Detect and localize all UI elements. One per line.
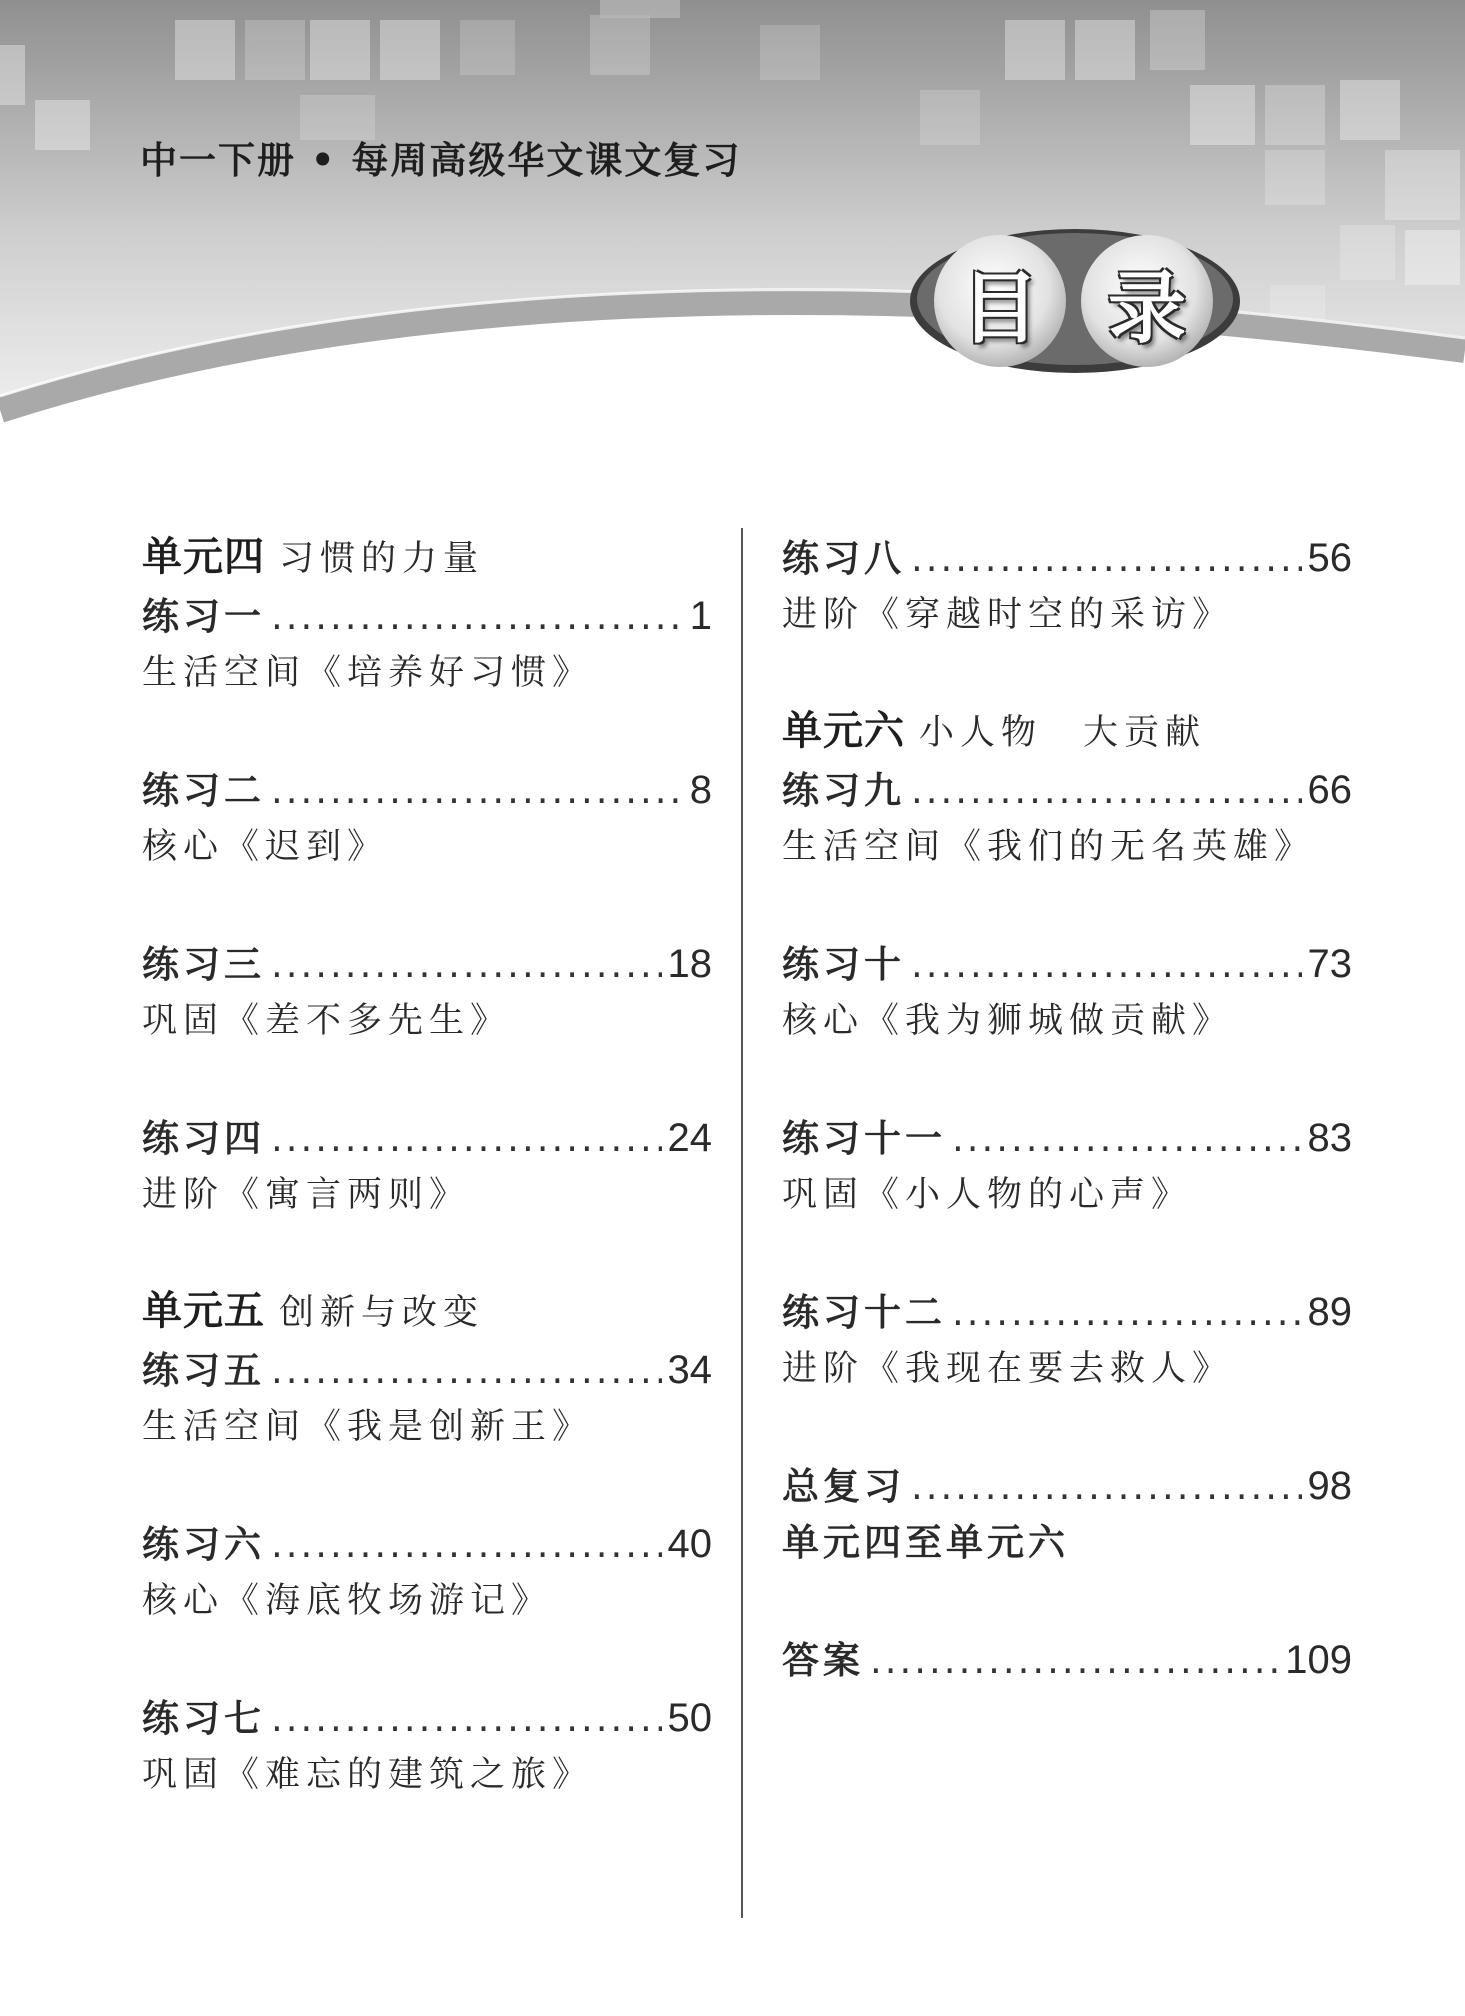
column-divider [741, 528, 743, 1918]
badge-char-lu: 录 [1107, 264, 1186, 354]
entry-label: 练习七 [142, 1697, 265, 1740]
entry-label: 练习十二 [782, 1291, 946, 1334]
page-number: 18 [667, 942, 712, 986]
entry-lesson: 核心《我为狮城做贡献》 [782, 1001, 1234, 1041]
entry-label: 练习六 [142, 1523, 265, 1566]
entry-lesson: 进阶《我现在要去救人》 [782, 1349, 1234, 1389]
leader-dots [952, 1117, 1302, 1160]
unit-heading-6 [782, 702, 1352, 760]
leader-dots [911, 1465, 1302, 1508]
badge-char-mu: 目 [960, 264, 1039, 354]
toc-entry-ex5[interactable] [142, 1340, 712, 1456]
page-number: 109 [1285, 1638, 1352, 1682]
leader-dots [271, 769, 684, 812]
leader-dots [870, 1639, 1279, 1682]
page-number: 73 [1307, 942, 1352, 986]
leader-dots [271, 943, 662, 986]
entry-lesson: 生活空间《我们的无名英雄》 [782, 827, 1316, 867]
entry-lesson: 巩固《难忘的建筑之旅》 [142, 1755, 594, 1795]
unit-heading-5 [142, 1282, 712, 1340]
entry-label: 练习九 [782, 769, 905, 812]
page-number: 83 [1307, 1116, 1352, 1160]
entry-scope: 单元四至单元六 [782, 1521, 1069, 1564]
toc-entry-ex9[interactable] [782, 760, 1352, 876]
toc-entry-ex1[interactable] [142, 586, 712, 702]
entry-label: 练习十一 [782, 1117, 946, 1160]
toc-entry-ex7[interactable] [142, 1688, 712, 1804]
unit-title: 小人物 大贡献 [919, 713, 1207, 753]
toc-title-badges [905, 225, 1245, 375]
entry-lesson: 生活空间《培养好习惯》 [142, 653, 594, 693]
header-background [0, 0, 1465, 430]
page-number: 1 [689, 594, 712, 638]
entry-label: 练习一 [142, 595, 265, 638]
page-number: 98 [1307, 1464, 1352, 1508]
entry-lesson: 巩固《小人物的心声》 [782, 1175, 1193, 1215]
toc-left-column [142, 528, 712, 1804]
unit-heading-4 [142, 528, 712, 586]
entry-label: 练习四 [142, 1117, 265, 1160]
toc-entry-review[interactable] [782, 1456, 1352, 1572]
unit-name: 单元四 [142, 533, 265, 580]
toc-entry-ex12[interactable] [782, 1282, 1352, 1398]
page-number: 34 [667, 1348, 712, 1392]
leader-dots [911, 769, 1302, 812]
toc-entry-ex8[interactable] [782, 528, 1352, 644]
unit-title: 习惯的力量 [279, 539, 485, 579]
entry-lesson: 进阶《穿越时空的采访》 [782, 595, 1234, 635]
toc-entry-ex2[interactable] [142, 760, 712, 876]
entry-lesson: 进阶《寓言两则》 [142, 1175, 471, 1215]
unit-name: 单元六 [782, 707, 905, 754]
page-number: 56 [1307, 536, 1352, 580]
unit-name: 单元五 [142, 1287, 265, 1334]
entry-label: 练习二 [142, 769, 265, 812]
entry-lesson: 巩固《差不多先生》 [142, 1001, 512, 1041]
unit-title: 创新与改变 [279, 1293, 485, 1333]
leader-dots [271, 595, 684, 638]
book-title: 中一下册 • 每周高级华文课文复习 [140, 139, 742, 182]
toc-entry-ex3[interactable] [142, 934, 712, 1050]
entry-label: 总复习 [782, 1465, 905, 1508]
entry-lesson: 核心《迟到》 [142, 827, 389, 867]
entry-label: 练习三 [142, 943, 265, 986]
page-number: 66 [1307, 768, 1352, 812]
toc-entry-ex6[interactable] [142, 1514, 712, 1630]
entry-lesson: 核心《海底牧场游记》 [142, 1581, 553, 1621]
toc-entry-ex4[interactable] [142, 1108, 712, 1224]
entry-label: 练习十 [782, 943, 905, 986]
entry-label: 练习八 [782, 537, 905, 580]
leader-dots [952, 1291, 1302, 1334]
page-number: 40 [667, 1522, 712, 1566]
leader-dots [271, 1523, 662, 1566]
toc-entry-ex11[interactable] [782, 1108, 1352, 1224]
page-number: 24 [667, 1116, 712, 1160]
leader-dots [271, 1117, 662, 1160]
entry-label: 练习五 [142, 1349, 265, 1392]
toc-right-column [782, 528, 1352, 1688]
entry-label: 答案 [782, 1639, 864, 1682]
leader-dots [271, 1697, 662, 1740]
page-number: 50 [667, 1696, 712, 1740]
leader-dots [911, 943, 1302, 986]
leader-dots [271, 1349, 662, 1392]
toc-entry-answers[interactable] [782, 1630, 1352, 1688]
leader-dots [911, 537, 1302, 580]
toc-entry-ex10[interactable] [782, 934, 1352, 1050]
entry-lesson: 生活空间《我是创新王》 [142, 1407, 594, 1447]
page-number: 8 [689, 768, 712, 812]
page-number: 89 [1307, 1290, 1352, 1334]
header-band [0, 0, 1465, 430]
